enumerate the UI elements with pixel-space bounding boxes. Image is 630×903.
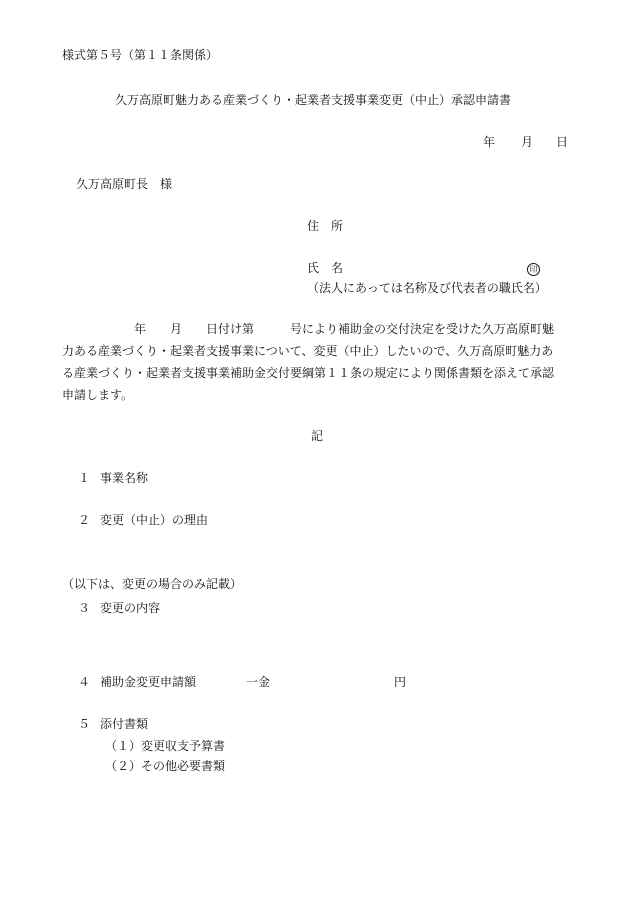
item-3 [78,601,160,615]
item-2-number: ２ [78,513,91,527]
item-5-label: 添付書類 [100,717,149,731]
form-number: 様式第５号（第１１条関係） [62,48,219,62]
attachment-2 [105,759,225,773]
body-day: 日付け第 [206,322,255,336]
item-5 [78,717,148,731]
item-1-number: １ [78,471,91,485]
body-line-1 [62,318,572,340]
seal-icon: 印 [527,263,540,276]
body-line-1-rest: 号により補助金の交付決定を受けた久万高原町魅 [290,322,555,336]
item-5-number: ５ [78,717,91,731]
item-4 [78,675,196,689]
item-2 [78,513,208,527]
body-year: 年 [134,322,147,336]
application-body [62,318,572,406]
item-1 [78,471,148,485]
attachment-2-number: （２） [105,759,142,773]
body-line-2: 力ある産業づくり・起業者支援事業について、変更（中止）したいので、久万高原町魅力あ [62,344,554,358]
name-label: 氏 名 [307,261,344,275]
change-only-note: （以下は、変更の場合のみ記載） [62,577,243,591]
body-line-4: 申請します。 [62,388,134,402]
item-4-number: ４ [78,675,91,689]
body-month: 月 [170,322,183,336]
item-2-label: 変更（中止）の理由 [100,513,209,527]
date-month: 月 [521,135,534,149]
date-day: 日 [556,135,569,149]
ki-heading: 記 [311,429,324,443]
item-1-label: 事業名称 [100,471,149,485]
amount-unit: 円 [394,675,407,689]
document-title: 久万高原町魅力ある産業づくり・起業者支援事業変更（中止）承認申請書 [115,93,512,107]
seal-mark [527,261,540,276]
address-label: 住 所 [307,219,344,233]
date-year: 年 [483,135,496,149]
body-line-3: る産業づくり・起業者支援事業補助金交付要綱第１１条の規定により関係書類を添えて承認 [62,366,555,380]
item-3-label: 変更の内容 [100,601,161,615]
amount-prefix: 一金 [246,675,271,689]
attachment-2-label: その他必要書類 [141,759,226,773]
attachment-1-label: 変更収支予算書 [141,739,226,753]
item-4-label: 補助金変更申請額 [100,675,197,689]
attachment-1 [105,739,225,753]
attachment-1-number: （１） [105,739,142,753]
item-3-number: ３ [78,601,91,615]
addressee: 久万高原町長 様 [76,177,173,191]
corporate-note: （法人にあっては名称及び代表者の職氏名） [307,281,547,295]
